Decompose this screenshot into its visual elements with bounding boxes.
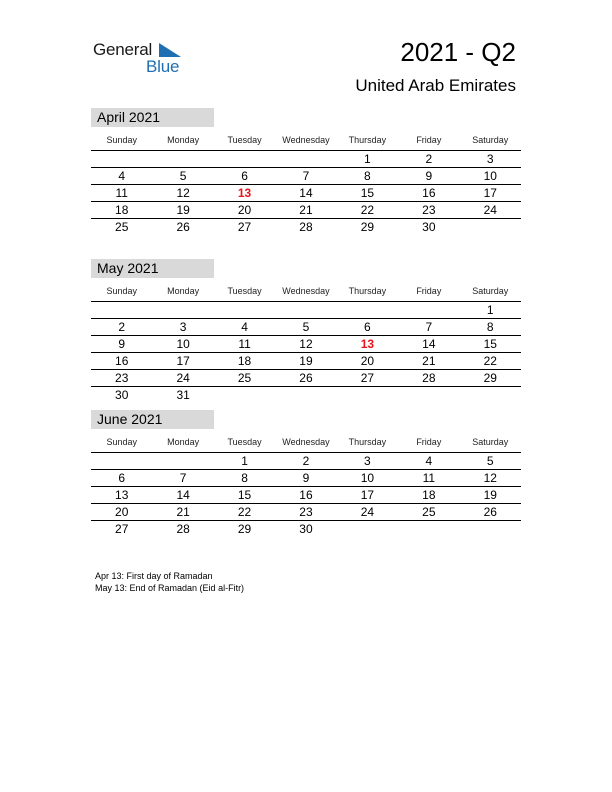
- date-cell: 20: [360, 354, 375, 368]
- date-cell: 17: [176, 354, 190, 368]
- date-cell: 27: [360, 371, 375, 385]
- date-cell: 2: [425, 152, 433, 166]
- date-cell: 6: [118, 471, 126, 485]
- date-cell: 14: [299, 186, 313, 200]
- date-cell: [398, 521, 459, 538]
- date-cell: [214, 387, 275, 404]
- date-cell: 18: [237, 354, 252, 368]
- weekday-header-row: [91, 432, 521, 453]
- weekday-header: Saturday: [472, 286, 509, 296]
- date-cell: 7: [302, 169, 310, 183]
- date-cell: 1: [241, 454, 248, 468]
- date-cell: 17: [483, 186, 497, 200]
- week-row: [91, 353, 521, 370]
- country-subtitle: United Arab Emirates: [355, 76, 516, 95]
- date-cell: 9: [118, 337, 126, 351]
- date-cell: 3: [179, 320, 187, 334]
- date-cell: 25: [237, 371, 252, 385]
- weekday-header: Friday: [416, 135, 442, 145]
- date-cell: 29: [237, 522, 252, 536]
- date-cell: 22: [237, 505, 252, 519]
- generalblue-logo: [93, 40, 193, 80]
- page-title: 2021 - Q2: [400, 37, 516, 67]
- date-cell: 8: [241, 471, 248, 485]
- weekday-header: Tuesday: [227, 286, 262, 296]
- date-cell: 8: [364, 169, 371, 183]
- weekday-header: Saturday: [472, 437, 509, 447]
- date-cell: 23: [299, 505, 313, 519]
- date-cell: 3: [486, 152, 494, 166]
- holiday-notes: [95, 570, 244, 594]
- month-label: April 2021: [91, 108, 214, 127]
- date-cell: 30: [422, 220, 436, 234]
- date-cell: 7: [425, 320, 433, 334]
- date-cell: 25: [115, 220, 129, 234]
- date-cell: 24: [483, 203, 497, 217]
- date-cell: 24: [176, 371, 190, 385]
- date-cell: 28: [176, 522, 190, 536]
- date-cell: 19: [176, 203, 190, 217]
- date-cell: 4: [425, 454, 433, 468]
- week-row: [91, 302, 521, 319]
- week-row: [91, 504, 521, 521]
- date-cell: 26: [299, 371, 313, 385]
- date-cell: 12: [483, 471, 497, 485]
- weekday-header: Tuesday: [227, 135, 262, 145]
- date-cell: [337, 387, 398, 404]
- date-cell: [337, 521, 398, 538]
- holiday-note: May 13: End of Ramadan (Eid al-Fitr): [95, 583, 245, 593]
- date-cell: 2: [302, 454, 310, 468]
- date-cell: 10: [176, 337, 190, 351]
- date-cell: 21: [299, 203, 313, 217]
- date-cell: 12: [176, 186, 190, 200]
- date-cell: [460, 387, 521, 404]
- month-block-june: [91, 410, 521, 538]
- week-row: [91, 202, 521, 219]
- date-cell: [214, 302, 275, 318]
- date-cell: 19: [483, 488, 497, 502]
- date-cell: 15: [237, 488, 252, 502]
- weekday-header: Thursday: [348, 437, 387, 447]
- date-cell: 13: [115, 488, 129, 502]
- date-cell: 6: [364, 320, 371, 334]
- date-cell: 27: [115, 522, 129, 536]
- holiday-date-cell: 13: [237, 186, 252, 200]
- week-row: [91, 151, 521, 168]
- weekday-header-row: [91, 130, 521, 151]
- date-cell: 22: [483, 354, 497, 368]
- weekday-header: Wednesday: [282, 135, 330, 145]
- week-row: [91, 319, 521, 336]
- date-cell: 11: [422, 471, 436, 485]
- date-cell: [398, 302, 459, 318]
- date-cell: 27: [237, 220, 252, 234]
- weekday-header: Friday: [416, 437, 442, 447]
- date-cell: 6: [241, 169, 248, 183]
- date-cell: 16: [422, 186, 436, 200]
- date-cell: 1: [364, 152, 371, 166]
- date-cell: 16: [299, 488, 313, 502]
- holiday-note: Apr 13: First day of Ramadan: [95, 571, 213, 581]
- date-cell: 5: [486, 454, 494, 468]
- logo-word-blue: Blue: [146, 57, 180, 76]
- week-row: [91, 470, 521, 487]
- date-cell: 25: [422, 505, 436, 519]
- weekday-header: Sunday: [106, 135, 137, 145]
- date-cell: 28: [299, 220, 313, 234]
- date-cell: 1: [486, 303, 494, 317]
- date-cell: 28: [422, 371, 436, 385]
- date-cell: [460, 521, 521, 538]
- date-cell: 29: [360, 220, 375, 234]
- date-cell: 22: [360, 203, 375, 217]
- date-cell: 3: [364, 454, 371, 468]
- date-cell: [91, 151, 152, 167]
- weekday-header: Tuesday: [227, 437, 262, 447]
- weekday-header: Thursday: [348, 286, 387, 296]
- weekday-header: Monday: [167, 286, 200, 296]
- date-cell: 18: [115, 203, 129, 217]
- date-cell: 20: [237, 203, 252, 217]
- week-row: [91, 219, 521, 236]
- date-cell: [398, 387, 459, 404]
- week-row: [91, 487, 521, 504]
- date-cell: 16: [115, 354, 129, 368]
- date-cell: 19: [299, 354, 313, 368]
- month-block-april: [91, 108, 521, 236]
- week-row: [91, 387, 521, 404]
- date-cell: 4: [241, 320, 248, 334]
- date-cell: 9: [302, 471, 310, 485]
- date-cell: [152, 151, 213, 167]
- date-cell: [91, 453, 152, 469]
- date-cell: [337, 302, 398, 318]
- date-cell: [275, 151, 336, 167]
- date-cell: 31: [176, 388, 190, 402]
- date-cell: 14: [422, 337, 436, 351]
- week-row: [91, 370, 521, 387]
- date-cell: [460, 219, 521, 236]
- month-label: May 2021: [91, 259, 214, 278]
- date-cell: 30: [115, 388, 129, 402]
- date-cell: 21: [422, 354, 436, 368]
- date-cell: 24: [360, 505, 375, 519]
- date-cell: [214, 151, 275, 167]
- week-row: [91, 521, 521, 538]
- weekday-header: Wednesday: [282, 286, 330, 296]
- date-cell: 18: [422, 488, 436, 502]
- date-cell: 26: [483, 505, 497, 519]
- date-cell: 2: [118, 320, 126, 334]
- date-cell: 10: [360, 471, 375, 485]
- date-cell: 5: [179, 169, 187, 183]
- weekday-header: Monday: [167, 437, 200, 447]
- date-cell: 7: [179, 471, 187, 485]
- date-cell: [91, 302, 152, 318]
- month-label: June 2021: [91, 410, 214, 429]
- date-cell: 23: [422, 203, 436, 217]
- date-cell: 8: [486, 320, 494, 334]
- date-cell: 14: [176, 488, 190, 502]
- date-cell: 11: [115, 186, 128, 200]
- date-cell: 26: [176, 220, 190, 234]
- date-cell: 5: [302, 320, 310, 334]
- weekday-header: Thursday: [348, 135, 387, 145]
- date-cell: [275, 387, 336, 404]
- date-cell: 9: [425, 169, 433, 183]
- date-cell: 17: [360, 488, 375, 502]
- logo-word-general: General: [93, 40, 153, 59]
- weekday-header: Wednesday: [282, 437, 330, 447]
- weekday-header-row: [91, 281, 521, 302]
- week-row: [91, 336, 521, 353]
- date-cell: 20: [115, 505, 129, 519]
- week-row: [91, 453, 521, 470]
- weekday-header: Friday: [416, 286, 442, 296]
- week-row: [91, 168, 521, 185]
- month-block-may: [91, 259, 521, 404]
- week-row: [91, 185, 521, 202]
- date-cell: 11: [238, 337, 251, 351]
- date-cell: 15: [360, 186, 375, 200]
- date-cell: 30: [299, 522, 313, 536]
- date-cell: 4: [118, 169, 126, 183]
- date-cell: [275, 302, 336, 318]
- date-cell: 21: [176, 505, 190, 519]
- date-cell: 10: [483, 169, 497, 183]
- date-cell: 29: [483, 371, 497, 385]
- weekday-header: Sunday: [106, 437, 137, 447]
- holiday-date-cell: 13: [360, 337, 375, 351]
- weekday-header: Saturday: [472, 135, 509, 145]
- weekday-header: Monday: [167, 135, 200, 145]
- date-cell: 23: [115, 371, 129, 385]
- date-cell: 12: [299, 337, 313, 351]
- date-cell: [152, 453, 213, 469]
- date-cell: 15: [483, 337, 497, 351]
- date-cell: [152, 302, 213, 318]
- weekday-header: Sunday: [106, 286, 137, 296]
